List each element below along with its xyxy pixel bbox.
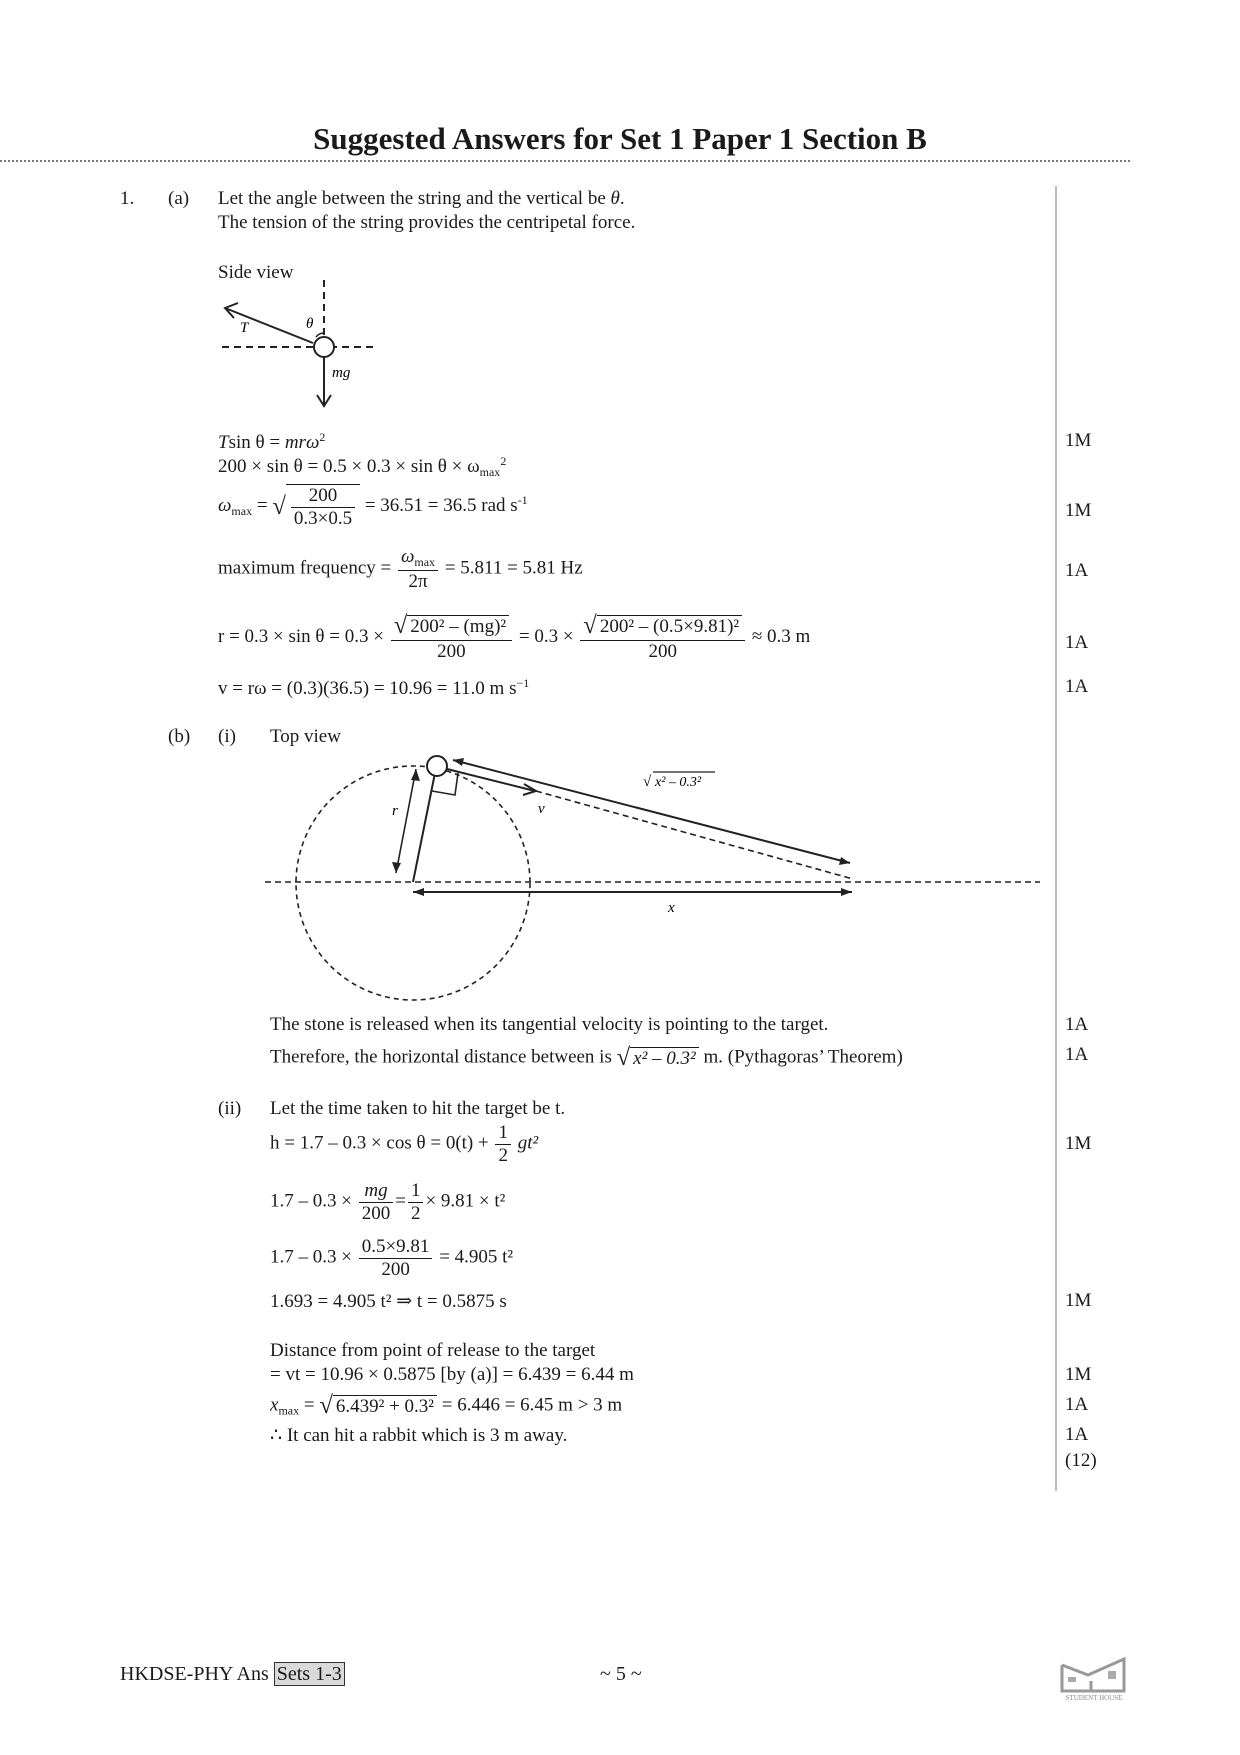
distance-calculation: = vt = 10.96 × 0.5875 [by (a)] = 6.439 = 6.44 m xyxy=(270,1364,634,1385)
radius-line xyxy=(413,768,436,882)
conclusion: ∴ It can hit a rabbit which is 3 m away. xyxy=(270,1425,568,1446)
num-prefix: 1.7 – 0.3 × xyxy=(270,1246,352,1268)
radius-frac2-den: 200 xyxy=(648,641,677,663)
omega-result-sup: -1 xyxy=(517,493,528,508)
logo-text: STUDENT HOUSE xyxy=(1065,1694,1123,1702)
equation-centripetal xyxy=(218,430,325,454)
angle-label: θ xyxy=(306,316,314,332)
part-b-label: (b) xyxy=(168,726,191,747)
distance-label: x xyxy=(668,900,675,916)
mark-b-ii-2: 1M xyxy=(1065,1290,1092,1311)
freq-prefix: maximum frequency = xyxy=(218,557,392,579)
page-title: Suggested Answers for Set 1 Paper 1 Section B xyxy=(313,121,927,156)
equation-substitution xyxy=(218,454,506,480)
freq-num-sub: max xyxy=(414,555,436,569)
mark-eq5: 1A xyxy=(1065,632,1089,653)
mark-eq4: 1A xyxy=(1065,560,1089,581)
equation-numeric xyxy=(270,1236,513,1281)
equation-xmax: $x_{max}$ = √ 6.439² + 0.3² = 6.446 = 6.45 m > 3 m xyxy=(270,1392,623,1419)
horizontal-distance-statement: Therefore, the horizontal distance between is √ x² – 0.3² m. (Pythagoras’ Theorem) xyxy=(270,1044,903,1071)
time-intro: Let the time taken to hit the target be t. xyxy=(270,1098,566,1119)
side-view-diagram xyxy=(210,275,390,415)
hypotenuse-label: x² – 0.3² xyxy=(655,775,702,790)
velocity-label: v xyxy=(538,801,545,817)
equation-height xyxy=(270,1122,538,1167)
xmax-sqrt: 6.439² + 0.3² xyxy=(333,1395,437,1418)
sub-num1: mg xyxy=(359,1180,394,1203)
sub-den1: 200 xyxy=(361,1202,391,1224)
stone-circle-top xyxy=(427,756,447,776)
release-statement: The stone is released when its tangential velocity is pointing to the target. xyxy=(270,1014,829,1035)
part-a-label: (a) xyxy=(168,188,190,209)
question-number: 1. xyxy=(120,188,135,209)
mark-b-ii-3: 1M xyxy=(1065,1364,1092,1385)
distance-arrowhead-left xyxy=(413,888,424,896)
mark-b-i-1: 1A xyxy=(1065,1014,1089,1035)
footer-title: HKDSE-PHY Ans xyxy=(120,1663,269,1685)
radius-frac1-num: 200² – (mg)² xyxy=(407,615,509,638)
num-den: 200 xyxy=(381,1258,410,1280)
xmax-sub: max xyxy=(278,1403,300,1418)
hypotenuse-arrow xyxy=(453,760,850,863)
top-view-caption: Top view xyxy=(270,726,341,747)
velocity-arrow xyxy=(447,769,535,791)
mark-b-i-2: 1A xyxy=(1065,1044,1089,1065)
frac-num: 200 xyxy=(291,485,355,508)
radius-arrowhead-bottom xyxy=(392,862,401,873)
intro-period: . xyxy=(619,188,625,209)
eq-sup: 2 xyxy=(319,430,326,444)
equation-omega-max: $\omega_{max}$ = √ $\frac{200}{0.3\times 0.5}$ = 36.51 = 36.5 rad $s^{-1}$ xyxy=(218,485,528,529)
sub-prefix: 1.7 – 0.3 × xyxy=(270,1190,352,1212)
height-tail: gt² xyxy=(517,1132,539,1154)
eq-mid: sin θ = xyxy=(228,432,285,453)
height-num: 1 xyxy=(495,1122,511,1145)
sqrt-expression: √ $\frac{200}{0.3\times 0.5}$ xyxy=(272,484,360,530)
eq-rhs: mrω xyxy=(284,432,320,453)
height-den: 2 xyxy=(498,1144,508,1166)
radius-label: r xyxy=(392,803,398,819)
distance-suffix: m. (Pythagoras’ Theorem) xyxy=(703,1046,903,1068)
weight-label: mg xyxy=(332,365,351,381)
distance-prefix: Therefore, the horizontal distance between is xyxy=(270,1046,612,1068)
equation-radius: r = 0.3 × sin θ = 0.3 × $\frac{\text{√ 200² – (mg)²}}{200}$ = 0.3 × $\frac{\text{√ 200² – (0.5×9.81)²}}{200}$ ≈ 0.3 m xyxy=(218,612,811,663)
radius-result: ≈ 0.3 m xyxy=(751,625,811,647)
freq-num: ω xyxy=(400,546,415,567)
distance-sqrt: x² – 0.3² xyxy=(630,1047,699,1070)
hypotenuse-radical: √ xyxy=(643,774,652,790)
eq2-text: 200 × sin θ = 0.5 × 0.3 × sin θ × ω xyxy=(218,456,480,477)
part-b-ii-label: (ii) xyxy=(218,1098,242,1119)
radius-prefix: r = 0.3 × sin θ = 0.3 × xyxy=(218,625,384,647)
num-tail: = 4.905 t² xyxy=(439,1246,514,1268)
freq-result: = 5.811 = 5.81 Hz xyxy=(444,557,583,579)
sub-tail: × 9.81 × t² xyxy=(425,1190,506,1212)
velocity-text: v = rω = (0.3)(36.5) = 10.96 = 11.0 m s xyxy=(218,678,517,699)
radius-arrowhead-top xyxy=(411,769,420,781)
hypotenuse-arrowhead-right xyxy=(839,857,850,865)
student-house-logo-icon xyxy=(1058,1653,1130,1703)
sub-num2: 1 xyxy=(408,1180,424,1203)
equation-frequency xyxy=(218,546,583,593)
stone-circle xyxy=(314,337,334,357)
side-view-caption: Side view xyxy=(218,262,294,283)
footer-sets-box: Sets 1-3 xyxy=(274,1662,345,1686)
part-b-i-label: (i) xyxy=(218,726,236,747)
height-text: h = 1.7 – 0.3 × cos θ = 0(t) + xyxy=(270,1132,489,1154)
mark-eq3: 1M xyxy=(1065,500,1092,521)
velocity-sup: −1 xyxy=(516,676,530,690)
theta-symbol: θ xyxy=(610,188,620,209)
eq2-sub: max xyxy=(479,465,501,479)
omega-result: = 36.51 = 36.5 rad s xyxy=(364,495,518,517)
xmax-result: = 6.446 = 6.45 m > 3 m xyxy=(441,1394,623,1416)
equation-time: 1.693 = 4.905 t² ⇒ t = 0.5875 s xyxy=(270,1291,507,1312)
mark-b-ii-1: 1M xyxy=(1065,1133,1092,1154)
orbit-circle xyxy=(296,766,530,1000)
tension-symbol: T xyxy=(218,432,229,453)
omega-sub: max xyxy=(231,504,253,519)
frac-den: 0.3×0.5 xyxy=(293,507,353,529)
radius-frac2-num: 200² – (0.5×9.81)² xyxy=(597,615,742,638)
omega-symbol: ω xyxy=(218,495,232,517)
distance-arrowhead-right xyxy=(841,888,852,896)
equation-substituted xyxy=(270,1180,505,1225)
radius-mid: = 0.3 × xyxy=(518,625,574,647)
total-marks: (12) xyxy=(1065,1450,1097,1471)
sub-den2: 2 xyxy=(410,1202,421,1224)
top-view-diagram xyxy=(260,745,1050,1005)
sub-eq: = xyxy=(395,1190,406,1212)
distance-heading: Distance from point of release to the target xyxy=(270,1340,596,1361)
intro-text: Let the angle between the string and the vertical be xyxy=(218,188,611,209)
part-a-line2: The tension of the string provides the centripetal force. xyxy=(218,212,636,233)
title-divider xyxy=(0,160,1130,162)
hypotenuse-arrowhead-left xyxy=(453,758,464,766)
radius-dimension-arrow xyxy=(396,769,416,873)
freq-den: 2π xyxy=(408,570,428,592)
eq2-sup: 2 xyxy=(500,454,507,468)
mark-b-ii-5: 1A xyxy=(1065,1424,1089,1445)
part-a-intro xyxy=(218,188,625,210)
tangent-extension-line xyxy=(536,791,853,879)
marks-column-divider xyxy=(1055,186,1057,1491)
tension-label: T xyxy=(240,320,249,336)
xmax-symbol: x xyxy=(270,1394,279,1416)
mark-b-ii-4: 1A xyxy=(1065,1394,1089,1415)
tension-arrow xyxy=(225,308,313,343)
mark-eq1: 1M xyxy=(1065,430,1092,451)
radius-frac1-den: 200 xyxy=(437,641,466,663)
footer-left xyxy=(120,1663,345,1686)
equation-velocity xyxy=(218,676,529,700)
mark-eq6: 1A xyxy=(1065,676,1089,697)
page-number: ~ 5 ~ xyxy=(600,1663,642,1685)
num-num: 0.5×9.81 xyxy=(359,1236,433,1259)
